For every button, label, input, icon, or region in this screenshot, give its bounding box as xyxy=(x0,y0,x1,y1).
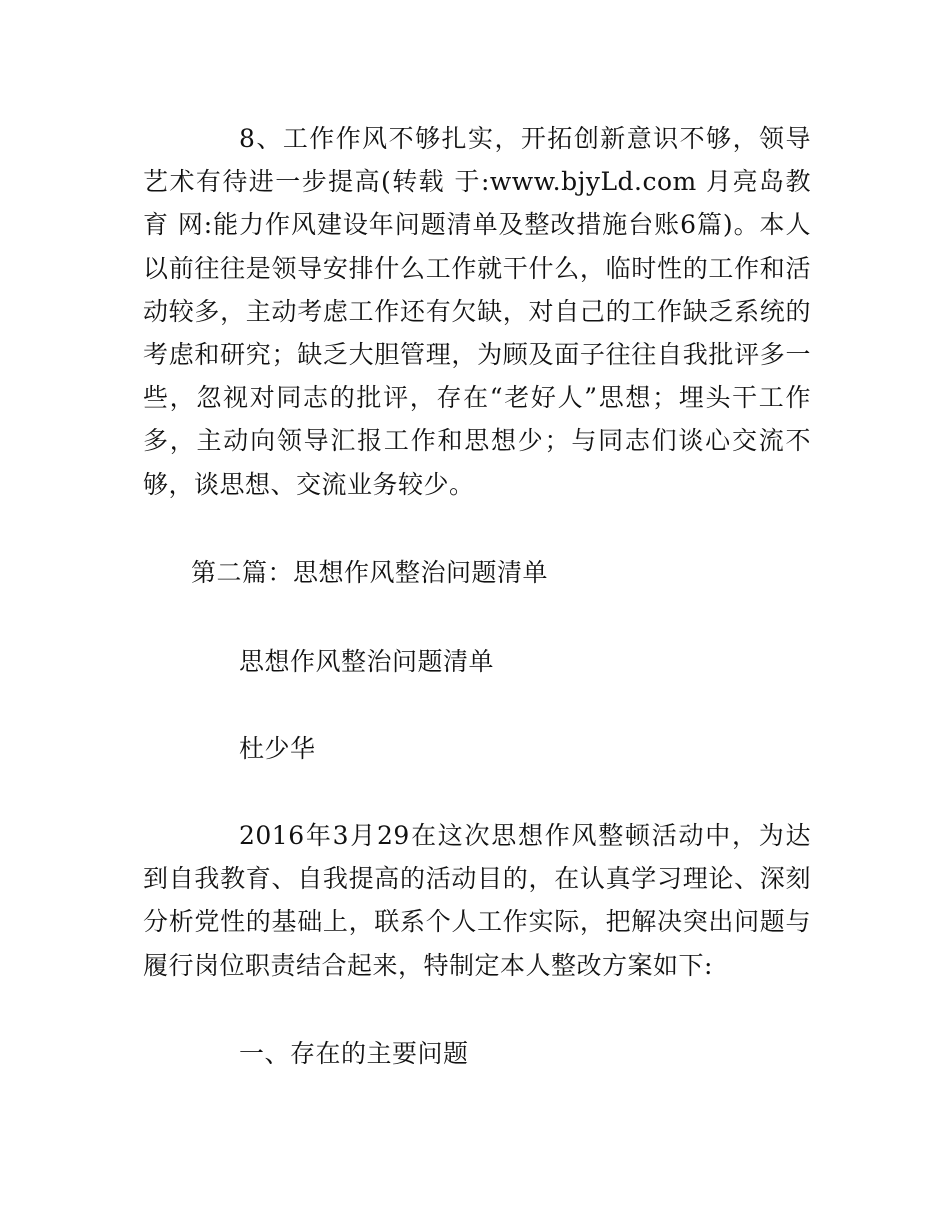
body-paragraph-intro: 2016年3月29在这次思想作风整顿活动中，为达到自我教育、自我提高的活动目的，在认真学习理论、深刻分析党性的基础上，联系个人工作实际，把解决突出问题与履行岗位职责结合起来，特制定本人整改方案如下: xyxy=(143,821,811,980)
author-name: 杜少华 xyxy=(239,734,316,763)
section-heading: 第二篇：思想作风整治问题清单 xyxy=(191,558,549,587)
body-paragraph-work-style: 8、工作作风不够扎实，开拓创新意识不够，领导艺术有待进一步提高(转载 于:www.bjyLd.com 月亮岛教育 网:能力作风建设年问题清单及整改措施台账6篇)。本人以前往往是领导安排什么工作就干什么，临时性的工作和活动较多，主动考虑工作还有欠缺，对自己的工作缺乏系统的考虑和研究；缺乏大胆管理，为顾及面子往往自我批评多一些，忽视对同志的批评，存在“老好人”思想；埋头干工作多，主动向领导汇报工作和思想少；与同志们谈心交流不够，谈思想、交流业务较少。 xyxy=(143,124,811,499)
article-title: 思想作风整治问题清单 xyxy=(239,647,495,676)
subheading-main-problems: 一、存在的主要问题 xyxy=(239,1039,469,1068)
